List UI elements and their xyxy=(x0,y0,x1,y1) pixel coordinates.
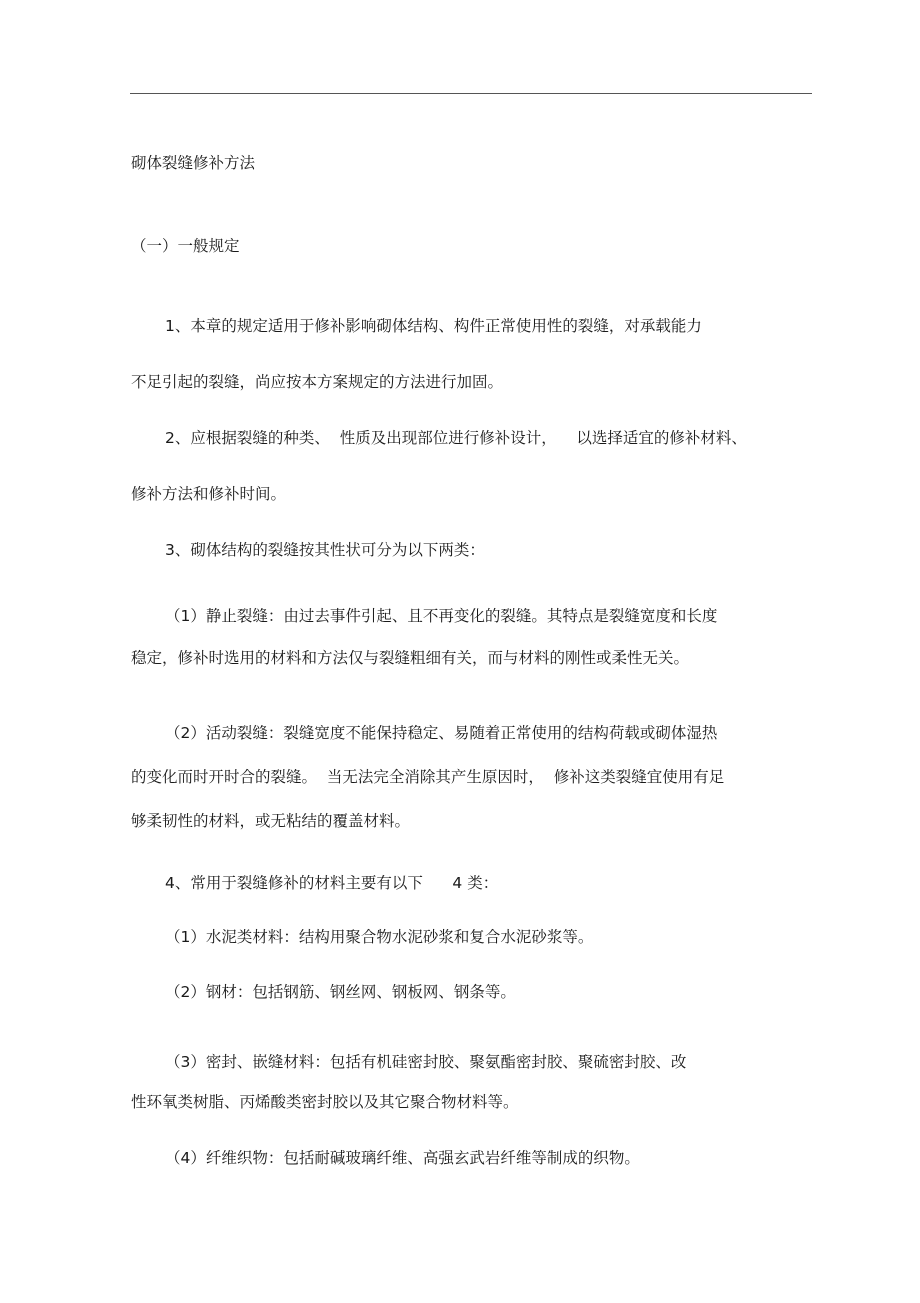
paragraph-line: 不足引起的裂缝，尚应按本方案规定的方法进行加固。 xyxy=(131,373,504,391)
document-title: 砌体裂缝修补方法 xyxy=(131,154,256,172)
paragraph-line: （3）密封、嵌缝材料：包括有机硅密封胶、聚氨酯密封胶、聚硫密封胶、改 xyxy=(165,1053,687,1071)
paragraph-line: 3、砌体结构的裂缝按其性状可分为以下两类： xyxy=(165,541,485,559)
paragraph-line: （1）静止裂缝：由过去事件引起、且不再变化的裂缝。其特点是裂缝宽度和长度 xyxy=(165,607,718,625)
paragraph-line: 修补方法和修补时间。 xyxy=(131,485,287,503)
paragraph-line: 性环氧类树脂、丙烯酸类密封胶以及其它聚合物材料等。 xyxy=(131,1093,519,1111)
paragraph-line: 4、常用于裂缝修补的材料主要有以下 4 类： xyxy=(165,874,499,892)
paragraph-line: （2）活动裂缝：裂缝宽度不能保持稳定、易随着正常使用的结构荷载或砌体湿热 xyxy=(165,724,718,742)
paragraph-line: 的变化而时开时合的裂缝。 当无法完全消除其产生原因时， 修补这类裂缝宜使用有足 xyxy=(131,768,725,786)
section-heading: （一）一般规定 xyxy=(131,237,240,255)
paragraph-line: 稳定，修补时选用的材料和方法仅与裂缝粗细有关，而与材料的刚性或柔性无关。 xyxy=(131,649,690,667)
paragraph-line: 2、应根据裂缝的种类、 性质及出现部位进行修补设计， 以选择适宜的修补材料、 xyxy=(165,429,747,447)
header-divider xyxy=(130,93,812,94)
paragraph-line: （4）纤维织物：包括耐碱玻璃纤维、高强玄武岩纤维等制成的织物。 xyxy=(165,1149,640,1167)
paragraph-line: （1）水泥类材料：结构用聚合物水泥砂浆和复合水泥砂浆等。 xyxy=(165,928,594,946)
paragraph-line: 1、本章的规定适用于修补影响砌体结构、构件正常使用性的裂缝，对承载能力 xyxy=(165,317,702,335)
paragraph-line: 够柔韧性的材料，或无粘结的覆盖材料。 xyxy=(131,812,411,830)
paragraph-line: （2）钢材：包括钢筋、钢丝网、钢板网、钢条等。 xyxy=(165,983,516,1001)
